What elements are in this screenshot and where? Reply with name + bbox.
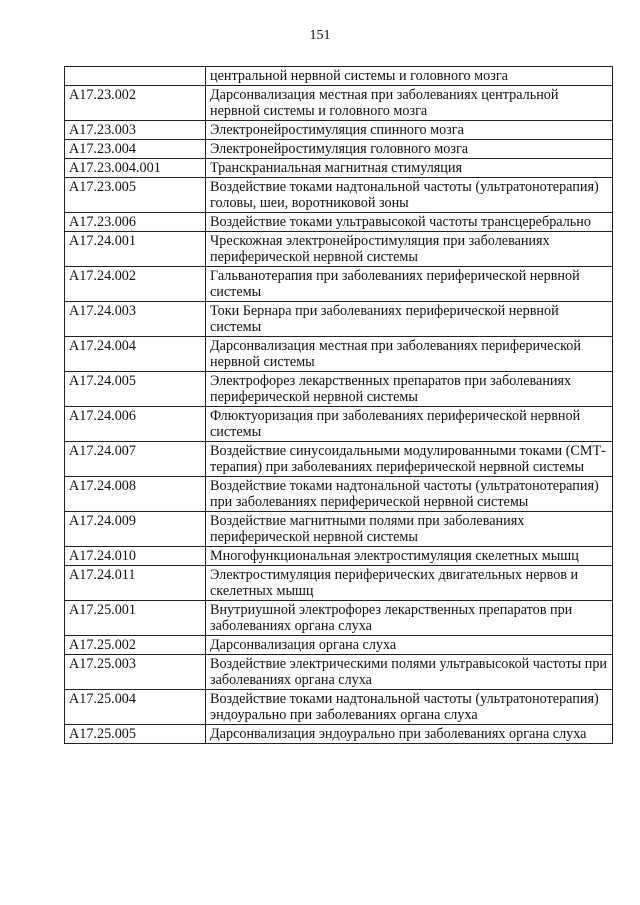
service-code: A17.24.005 <box>65 372 206 407</box>
service-name: Электрофорез лекарственных препаратов при заболеваниях периферической нервной системы <box>206 372 613 407</box>
table-row <box>65 512 613 547</box>
table-row <box>65 477 613 512</box>
table-row <box>65 372 613 407</box>
table-row <box>65 655 613 690</box>
service-code: A17.23.002 <box>65 86 206 121</box>
service-name: Воздействие токами ультравысокой частоты трансцеребрально <box>206 213 613 232</box>
table-row <box>65 636 613 655</box>
service-code: A17.24.002 <box>65 267 206 302</box>
service-name: Дарсонвализация эндоурально при заболеваниях органа слуха <box>206 725 613 744</box>
table-row <box>65 407 613 442</box>
service-name: Транскраниальная магнитная стимуляция <box>206 159 613 178</box>
table-row <box>65 566 613 601</box>
service-name: Гальванотерапия при заболеваниях периферической нервной системы <box>206 267 613 302</box>
table-row <box>65 547 613 566</box>
table-row <box>65 159 613 178</box>
service-name: Электронейростимуляция спинного мозга <box>206 121 613 140</box>
service-code: A17.24.011 <box>65 566 206 601</box>
service-name: Флюктуоризация при заболеваниях периферической нервной системы <box>206 407 613 442</box>
service-code: A17.24.001 <box>65 232 206 267</box>
service-code: A17.23.006 <box>65 213 206 232</box>
service-code: A17.25.003 <box>65 655 206 690</box>
service-name: Дарсонвализация местная при заболеваниях центральной нервной системы и головного мозга <box>206 86 613 121</box>
service-code: A17.24.003 <box>65 302 206 337</box>
table-row <box>65 140 613 159</box>
page-number: 151 <box>309 28 331 43</box>
service-name: Многофункциональная электростимуляция скелетных мышц <box>206 547 613 566</box>
service-code: A17.24.008 <box>65 477 206 512</box>
table-row <box>65 337 613 372</box>
table-row <box>65 213 613 232</box>
table-row <box>65 601 613 636</box>
table-body <box>65 67 613 744</box>
table-row <box>65 267 613 302</box>
table-row <box>65 690 613 725</box>
table-row <box>65 302 613 337</box>
table-row <box>65 178 613 213</box>
service-name: Дарсонвализация органа слуха <box>206 636 613 655</box>
service-name: Воздействие токами надтональной частоты (ультратонотерапия) головы, шеи, воротниковой зоны <box>206 178 613 213</box>
service-code: A17.25.001 <box>65 601 206 636</box>
service-code: A17.25.002 <box>65 636 206 655</box>
service-code: A17.25.004 <box>65 690 206 725</box>
table-row <box>65 67 613 86</box>
service-code: A17.24.006 <box>65 407 206 442</box>
service-code: A17.23.004 <box>65 140 206 159</box>
table-row <box>65 121 613 140</box>
service-code: A17.23.005 <box>65 178 206 213</box>
service-name: Токи Бернара при заболеваниях периферической нервной системы <box>206 302 613 337</box>
service-name: Воздействие электрическими полями ультравысокой частоты при заболеваниях органа слуха <box>206 655 613 690</box>
service-name: Воздействие токами надтональной частоты (ультратонотерапия) эндоурально при заболеваниях органа слуха <box>206 690 613 725</box>
service-code: A17.24.010 <box>65 547 206 566</box>
services-table <box>64 66 613 744</box>
service-code: A17.24.009 <box>65 512 206 547</box>
service-name: Электростимуляция периферических двигательных нервов и скелетных мышц <box>206 566 613 601</box>
service-code: A17.23.004.001 <box>65 159 206 178</box>
service-name: Воздействие синусоидальными модулированными токами (СМТ-терапия) при заболеваниях периферической нервной системы <box>206 442 613 477</box>
service-code: A17.25.005 <box>65 725 206 744</box>
service-name: Дарсонвализация местная при заболеваниях периферической нервной системы <box>206 337 613 372</box>
table-row <box>65 442 613 477</box>
service-name: Воздействие магнитными полями при заболеваниях периферической нервной системы <box>206 512 613 547</box>
table-row <box>65 86 613 121</box>
service-name: Электронейростимуляция головного мозга <box>206 140 613 159</box>
service-code: A17.24.007 <box>65 442 206 477</box>
service-name: центральной нервной системы и головного мозга <box>206 67 613 86</box>
service-name: Внутриушной электрофорез лекарственных препаратов при заболеваниях органа слуха <box>206 601 613 636</box>
service-name: Чрескожная электронейростимуляция при заболеваниях периферической нервной системы <box>206 232 613 267</box>
table-row <box>65 232 613 267</box>
service-code <box>65 67 206 86</box>
service-name: Воздействие токами надтональной частоты (ультратонотерапия) при заболеваниях периферической нервной системы <box>206 477 613 512</box>
service-code: A17.24.004 <box>65 337 206 372</box>
service-code: A17.23.003 <box>65 121 206 140</box>
table-row <box>65 725 613 744</box>
